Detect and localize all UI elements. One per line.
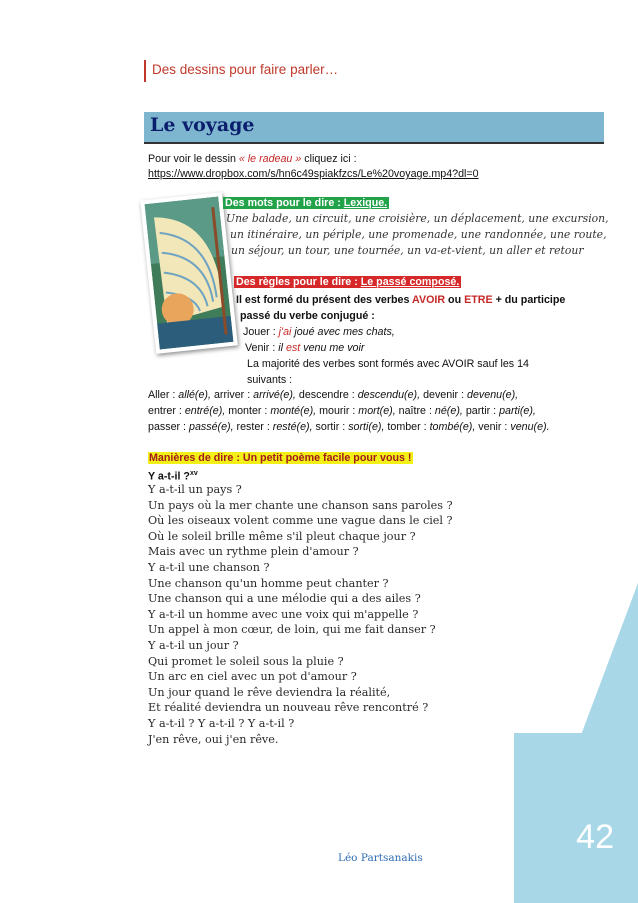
verbes-line-1: Aller : allé(e), arriver : arrivé(e), descendre : descendu(e), devenir : devenu(e), [148, 389, 519, 401]
manieres-heading: Manières de dire : Un petit poème facile pour vous ! [149, 452, 412, 464]
poem-line: Y a-t-il un pays ? [148, 483, 242, 496]
poem-line: Un jour quand le rêve deviendra la réalité, [148, 685, 391, 699]
example-venir: Venir : il est venu me voir [245, 342, 365, 354]
sail-painting-image [140, 192, 238, 354]
poem-line: Qui promet le soleil sous la pluie ? [148, 654, 344, 668]
poem-line: Une chanson qu'un homme peut chanter ? [148, 576, 389, 590]
intro-suffix: cliquez ici : [301, 153, 357, 165]
regle-note-2: suivants : [247, 374, 293, 386]
page-title: Le voyage [150, 114, 255, 136]
poem-line: Y a-t-il ? Y a-t-il ? Y a-t-il ? [148, 716, 295, 730]
poem-line: Y a-t-il un homme avec une voix qui m'appelle ? [148, 607, 419, 621]
verbes-line-2: entrer : entré(e), monter : monté(e), mourir : mort(e), naître : né(e), partir : parti(e), [148, 405, 536, 417]
regles-heading [234, 275, 461, 289]
video-link-label[interactable]: « le radeau » [238, 153, 302, 165]
lexique-heading [223, 196, 389, 210]
sail-painting-svg [145, 197, 234, 350]
avoir-keyword: AVOIR [412, 294, 446, 306]
poem-line: Une chanson qui a une mélodie qui a des ailes ? [148, 592, 421, 606]
poem-body [148, 482, 453, 747]
poem-line: Un pays où la mer chante une chanson sans paroles ? [148, 498, 453, 512]
lexique-line-2: un itinéraire, un périple, une promenade, une randonnée, une route, [230, 228, 607, 241]
regle-line-1: Il est formé du présent des verbes AVOIR ou ETRE + du participe [236, 294, 566, 306]
verbes-line-3: passer : passé(e), rester : resté(e), sortir : sorti(e), tomber : tombé(e), venir : venu(e). [148, 421, 550, 433]
footer-author: Léo Partsanakis [338, 852, 423, 864]
poem-line: Mais avec un rythme plein d'amour ? [148, 545, 359, 559]
header-accent-bar [144, 60, 146, 82]
intro-prefix: Pour voir le dessin [148, 153, 239, 165]
poem-line: Et réalité deviendra un nouveau rêve rencontré ? [148, 701, 429, 715]
regles-link[interactable]: Le passé composé. [360, 276, 460, 288]
page-header: Des dessins pour faire parler… [152, 62, 339, 77]
video-url-link[interactable]: https://www.dropbox.com/s/hn6c49spiakfzcs/Le%20voyage.mp4?dl=0 [148, 168, 479, 180]
poem-line: Un arc en ciel avec un pot d'amour ? [148, 670, 357, 684]
lexique-line-3: un séjour, un tour, une tournée, un va-et-vient, un aller et retour [231, 244, 584, 257]
lexique-link[interactable]: Lexique. [343, 197, 388, 209]
poem-title: Y a-t-il ?$^{xv}$ [148, 470, 198, 483]
poem-line: Un appel à mon cœur, de loin, qui me fait danser ? [148, 623, 436, 637]
lexique-heading-label: Des mots pour le dire : Lexique. [225, 197, 388, 209]
page-number: 42 [576, 818, 614, 856]
example-jouer: Jouer : j'ai joué avec mes chats, [243, 326, 395, 338]
regle-note-1: La majorité des verbes sont formés avec AVOIR sauf les 14 [247, 358, 529, 370]
etre-keyword: ETRE [464, 294, 493, 306]
poem-line: J'en rêve, oui j'en rêve. [148, 732, 279, 746]
poem-line: Y a-t-il un jour ? [148, 638, 239, 652]
intro-line [148, 152, 357, 166]
regle-line-2: passé du verbe conjugué : [240, 310, 375, 322]
poem-line: Y a-t-il une chanson ? [148, 560, 270, 574]
poem-line: Où les oiseaux volent comme une vague dans le ciel ? [148, 514, 453, 528]
poem-line: Où le soleil brille même s'il pleut chaque jour ? [148, 529, 416, 543]
lexique-line-1: Une balade, un circuit, une croisière, un déplacement, une excursion, [226, 212, 609, 225]
regles-heading-label: Des règles pour le dire : Le passé composé. [236, 276, 460, 288]
